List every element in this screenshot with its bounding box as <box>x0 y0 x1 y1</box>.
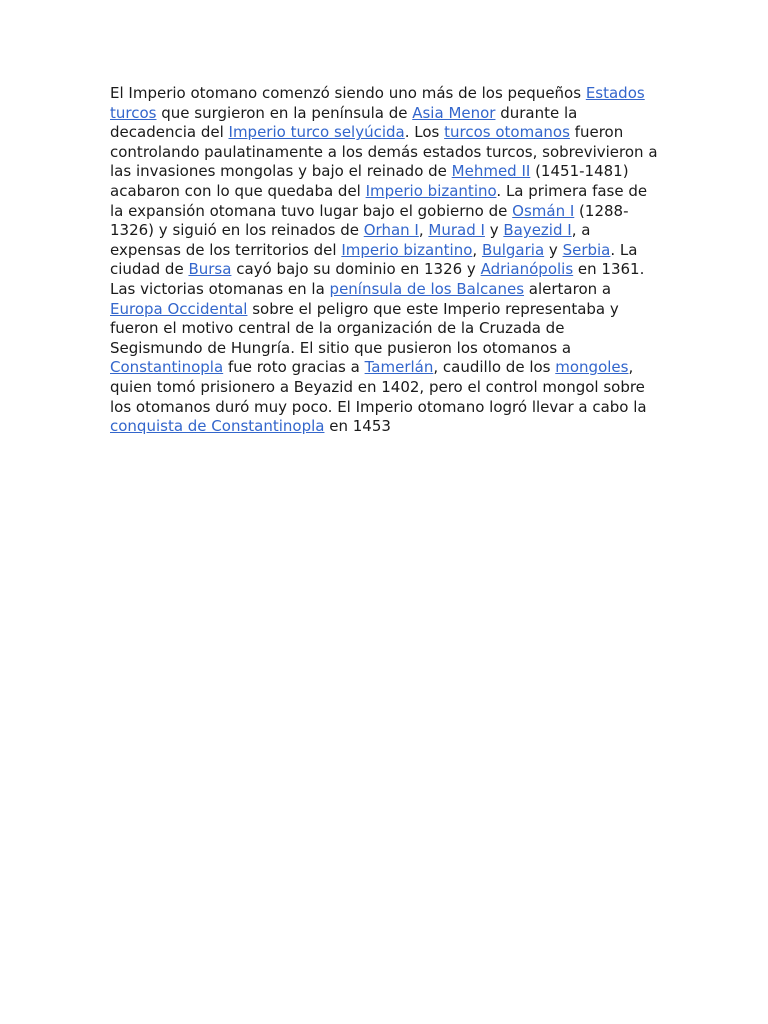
link-adrianopolis[interactable]: Adrianópolis <box>480 260 574 279</box>
body-paragraph <box>110 84 658 437</box>
paragraph-text: en 1361. Las victorias otomanas en la <box>110 260 645 298</box>
link-osman-i[interactable]: Osmán I <box>512 201 575 220</box>
paragraph-text: y <box>544 240 563 259</box>
paragraph-text: , caudillo de los <box>433 358 556 377</box>
paragraph-text: . La primera fase de la expansión otomana tuvo lugar bajo el gobierno de <box>110 181 648 220</box>
paragraph-text: (1451-1481) acabaron con lo que quedaba del <box>110 162 629 200</box>
link-turcos-otomanos[interactable]: turcos otomanos <box>444 123 570 142</box>
paragraph-text: que surgieron en la península de <box>156 103 413 122</box>
link-mehmed-ii[interactable]: Mehmed II <box>451 162 531 181</box>
paragraph-text: . Los <box>404 123 445 142</box>
paragraph-text: y <box>484 221 504 240</box>
paragraph-text: fueron controlando paulatinamente a los demás estados turcos, sobrevivieron a las invasiones mongolas y bajo el reinado de <box>110 123 658 181</box>
paragraph-text: durante la decadencia del <box>110 103 578 142</box>
link-bursa[interactable]: Bursa <box>188 260 232 279</box>
link-estados-turcos[interactable]: Estados turcos <box>110 84 645 122</box>
paragraph-text: sobre el peligro que este Imperio representaba y fueron el motivo central de la organización de la Cruzada de Segismundo de Hungría. El sitio que pusieron los otomanos a <box>110 299 619 357</box>
paragraph-text: alertaron a <box>524 279 612 298</box>
paragraph-text: El Imperio otomano comenzó siendo uno más de los pequeños <box>110 84 586 102</box>
link-serbia[interactable]: Serbia <box>562 240 611 259</box>
link-orhan-i[interactable]: Orhan I <box>363 221 419 240</box>
paragraph-text: , <box>418 221 429 240</box>
link-murad-i[interactable]: Murad I <box>428 221 485 240</box>
paragraph-text: en 1453 <box>324 417 391 436</box>
paragraph-text: , a expensas de los territorios del <box>110 221 591 259</box>
link-constantinopla[interactable]: Constantinopla <box>110 358 224 377</box>
link-peninsula-balcanes[interactable]: península de los Balcanes <box>329 279 525 298</box>
link-bayezid-i[interactable]: Bayezid I <box>503 221 572 240</box>
link-imperio-turco-selyucida[interactable]: Imperio turco selyúcida <box>228 123 405 142</box>
link-bulgaria[interactable]: Bulgaria <box>481 240 545 259</box>
link-imperio-bizantino-2[interactable]: Imperio bizantino <box>341 240 473 259</box>
paragraph-text: , <box>472 240 482 259</box>
link-imperio-bizantino[interactable]: Imperio bizantino <box>365 181 497 200</box>
link-conquista-constantinopla[interactable]: conquista de Constantinopla <box>110 417 325 436</box>
paragraph-text: , quien tomó prisionero a Beyazid en 1402, pero el control mongol sobre los otomanos duró muy poco. El Imperio otomano logró llevar a cabo la <box>110 358 647 416</box>
document-page <box>110 84 658 437</box>
link-tamerlan[interactable]: Tamerlán <box>364 358 434 377</box>
link-europa-occidental[interactable]: Europa Occidental <box>110 299 248 318</box>
paragraph-text: fue roto gracias a <box>223 358 365 377</box>
paragraph-text: (1288-1326) y siguió en los reinados de <box>110 201 629 240</box>
paragraph-text: . La ciudad de <box>110 240 638 279</box>
link-asia-menor[interactable]: Asia Menor <box>412 103 496 122</box>
paragraph-text: cayó bajo su dominio en 1326 y <box>231 260 481 279</box>
link-mongoles[interactable]: mongoles <box>555 358 629 377</box>
